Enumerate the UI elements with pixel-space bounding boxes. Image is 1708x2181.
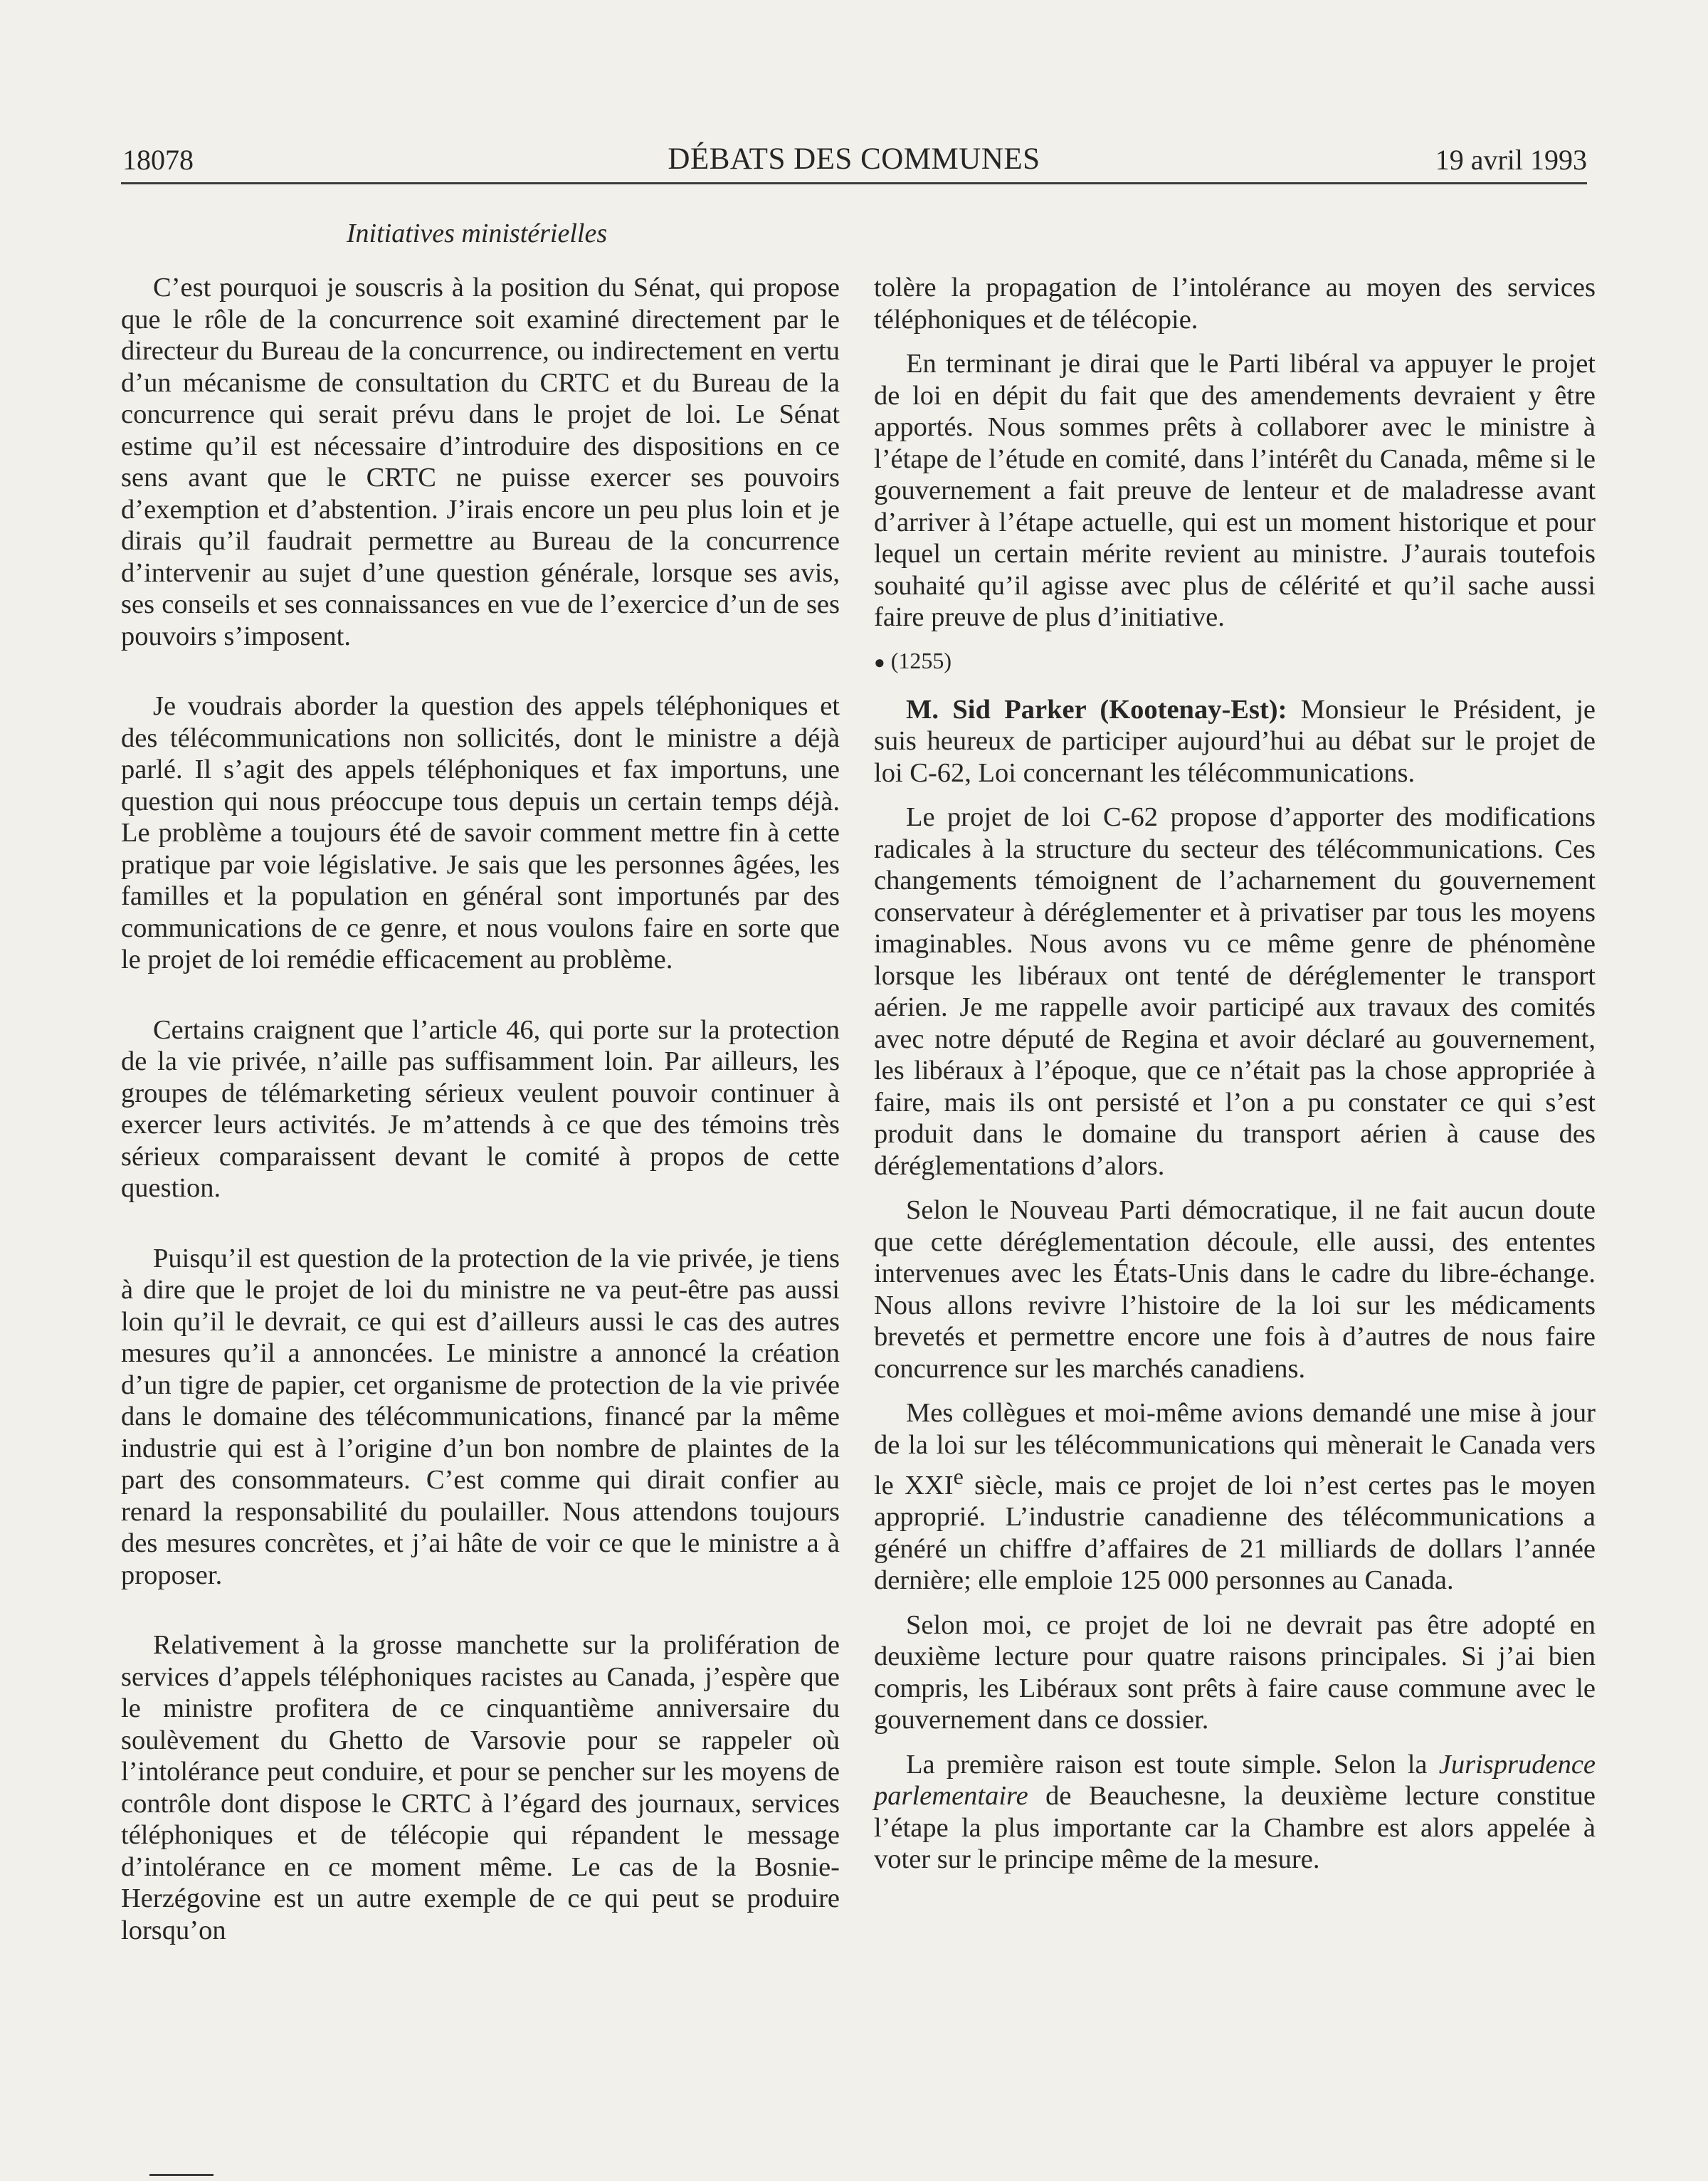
text-run: siècle, mais ce projet de loi n’est certes pas le moyen approprié. L’industrie canadienne des télécommunications a généré un chiffre d’affaires de 21 milliards de dollars l’année dernière; elle emploie 125 000 personnes au Canada. — [874, 1470, 1596, 1596]
paragraph — [874, 1397, 1596, 1597]
time-marker — [874, 646, 1596, 677]
time-stamp: (1255) — [890, 647, 952, 673]
continuation-paragraph: tolère la propagation de l’intolérance au moyen des services téléphoniques et de télécopie. — [874, 273, 1596, 335]
paragraph: Puisqu’il est question de la protection de la vie privée, je tiens à dire que le projet de loi du ministre ne va peut-être pas aussi loin qu’il le devrait, ce qui est d’ailleurs aussi le cas des autres mesures qu’il a annoncées. Le ministre a annoncé la création d’un tigre de papier, cet organisme de protection de la vie privée dans le domaine des télécommunications, financé par la même industrie qui est à l’origine d’un bon nombre de plaintes de la part des consommateurs. C’est comme qui dirait confier au renard la responsabilité du poulailler. Nous attendons toujours des mesures concrètes, et j’ai hâte de voir ce que le ministre a à proposer. — [121, 1243, 840, 1590]
section-title: Initiatives ministérielles — [346, 219, 608, 248]
journal-title: DÉBATS DES COMMUNES — [668, 142, 1040, 176]
speaker-paragraph — [874, 694, 1596, 789]
page-date: 19 avril 1993 — [1435, 144, 1587, 176]
paragraph: Selon le Nouveau Parti démocratique, il ne fait aucun doute que cette déréglementation découle, elle aussi, des ententes intervenues avec les États-Unis dans le cadre du libre-échange. Nous allons revivre l’histoire de la loi sur les médicaments brevetés et permettre encore une fois à d’autres de nous faire concurrence sur les marchés canadiens. — [874, 1195, 1596, 1384]
paragraph: Je voudrais aborder la question des appels téléphoniques et des télécommunications non sollicités, dont le ministre a déjà parlé. Il s’agit des appels téléphoniques et fax importuns, une question qui nous préoccupe tous depuis un certain temps déjà. Le problème a toujours été de savoir comment mettre fin à cette pratique par voie législative. Je sais que les personnes âgées, les familles et la population en général sont importunés par des communications de ce genre, et nous voulons faire en sorte que le projet de loi remédie efficacement au problème. — [121, 691, 840, 974]
page-header — [121, 140, 1587, 184]
text-run: de Beauchesne, la deuxième lecture constitue l’étape la plus importante car la Chambre est alors appelée à voter sur le principe même de la mesure. — [874, 1781, 1596, 1875]
paragraph: C’est pourquoi je souscris à la position du Sénat, qui propose que le rôle de la concurrence soit examiné directement par le directeur du Bureau de la concurrence, ou indirectement en vertu d’un mécanisme de consultation du CRTC et du Bureau de la concurrence qui serait prévu dans le projet de loi. Le Sénat estime qu’il est nécessaire d’introduire des dispositions en ce sens avant que le CRTC ne puisse exercer ses pouvoirs d’exemption et d’abstention. J’irais encore un peu plus loin et je dirais qu’il faudrait permettre au Bureau de la concurrence d’intervenir au sujet d’une question générale, lorsque ses avis, ses conseils et ses connaissances en vue de l’exercice d’un de ses pouvoirs s’imposent. — [121, 273, 840, 651]
text-run: Mes collègues et moi-même avions demandé une mise à jour de la loi sur les télécommunications qui mènerait le Canada vers le XXI — [874, 1398, 1596, 1501]
italic-title: Jurisprudence parlementaire — [874, 1749, 1596, 1812]
speaker-name: M. Sid Parker (Kootenay-Est): — [906, 694, 1287, 725]
paragraph: Le projet de loi C-62 propose d’apporter des modifications radicales à la structure du secteur des télécommunications. Ces changements témoignent de l’acharnement du gouvernement conservateur à déréglementer et à privatiser par tous les moyens imaginables. Nous avons vu ce même genre de phénomène lorsque les libéraux ont tenté de déréglementer le transport aérien. Je me rappelle avoir participé aux travaux des comités avec notre député de Regina et avoir déclaré au gouvernement, les libéraux à l’époque, que ce n’était pas la chose appropriée à faire, mais ils ont persisté et l’on a pu constater ce qui s’est produit dans le domaine du transport aérien à cause des déréglementations d’alors. — [874, 802, 1596, 1181]
paragraph — [874, 1749, 1596, 1876]
bullet-icon: ● — [874, 651, 885, 673]
paragraph: En terminant je dirai que le Parti libéral va appuyer le projet de loi en dépit du fait que des amendements devraient y être apportés. Nous sommes prêts à collaborer avec le ministre à l’étape de l’étude en comité, dans l’intérêt du Canada, même si le gouvernement a fait preuve de lenteur et de maladresse avant d’arriver à l’étape actuelle, qui est un moment historique et pour lequel un certain mérite revient au ministre. J’aurais toutefois souhaité qu’il agisse avec plus de célérité et qu’il sache aussi faire preuve de plus d’initiative. — [874, 349, 1596, 632]
scan-mark — [149, 2174, 214, 2176]
left-column — [121, 272, 840, 1985]
page-number: 18078 — [122, 144, 194, 176]
text-run: La première raison est toute simple. Selon la — [906, 1749, 1439, 1780]
paragraph: Selon moi, ce projet de loi ne devrait pas être adopté en deuxième lecture pour quatre raisons principales. Si j’ai bien compris, les Libéraux sont prêts à faire cause commune avec le gouvernement dans ce dossier. — [874, 1609, 1596, 1735]
speaker-text: Monsieur le Président, je suis heureux de participer aujourd’hui au débat sur le projet de loi C-62, Loi concernant les télécommunications. — [874, 694, 1596, 788]
paragraph: Relativement à la grosse manchette sur la prolifération de services d’appels téléphoniques racistes au Canada, j’espère que le ministre profitera de ce cinquantième anniversaire du soulèvement du Ghetto de Varsovie pour se rappeler où l’intolérance peut conduire, et pour se pencher sur les moyens de contrôle dont dispose le CRTC à l’égard des journaux, services téléphoniques et de télécopie qui répandent le message d’intolérance en ce moment même. Le cas de la Bosnie-Herzégovine est un autre exemple de ce qui peut se produire lorsqu’on — [121, 1630, 840, 1945]
right-column — [874, 272, 1596, 1888]
superscript: e — [953, 1463, 964, 1489]
paragraph: Certains craignent que l’article 46, qui porte sur la protection de la vie privée, n’aille pas suffisamment loin. Par ailleurs, les groupes de télémarketing sérieux veulent pouvoir continuer à exercer leurs activités. Je m’attends à ce que des témoins très sérieux comparaissent devant le comité à propos de cette question. — [121, 1014, 840, 1203]
